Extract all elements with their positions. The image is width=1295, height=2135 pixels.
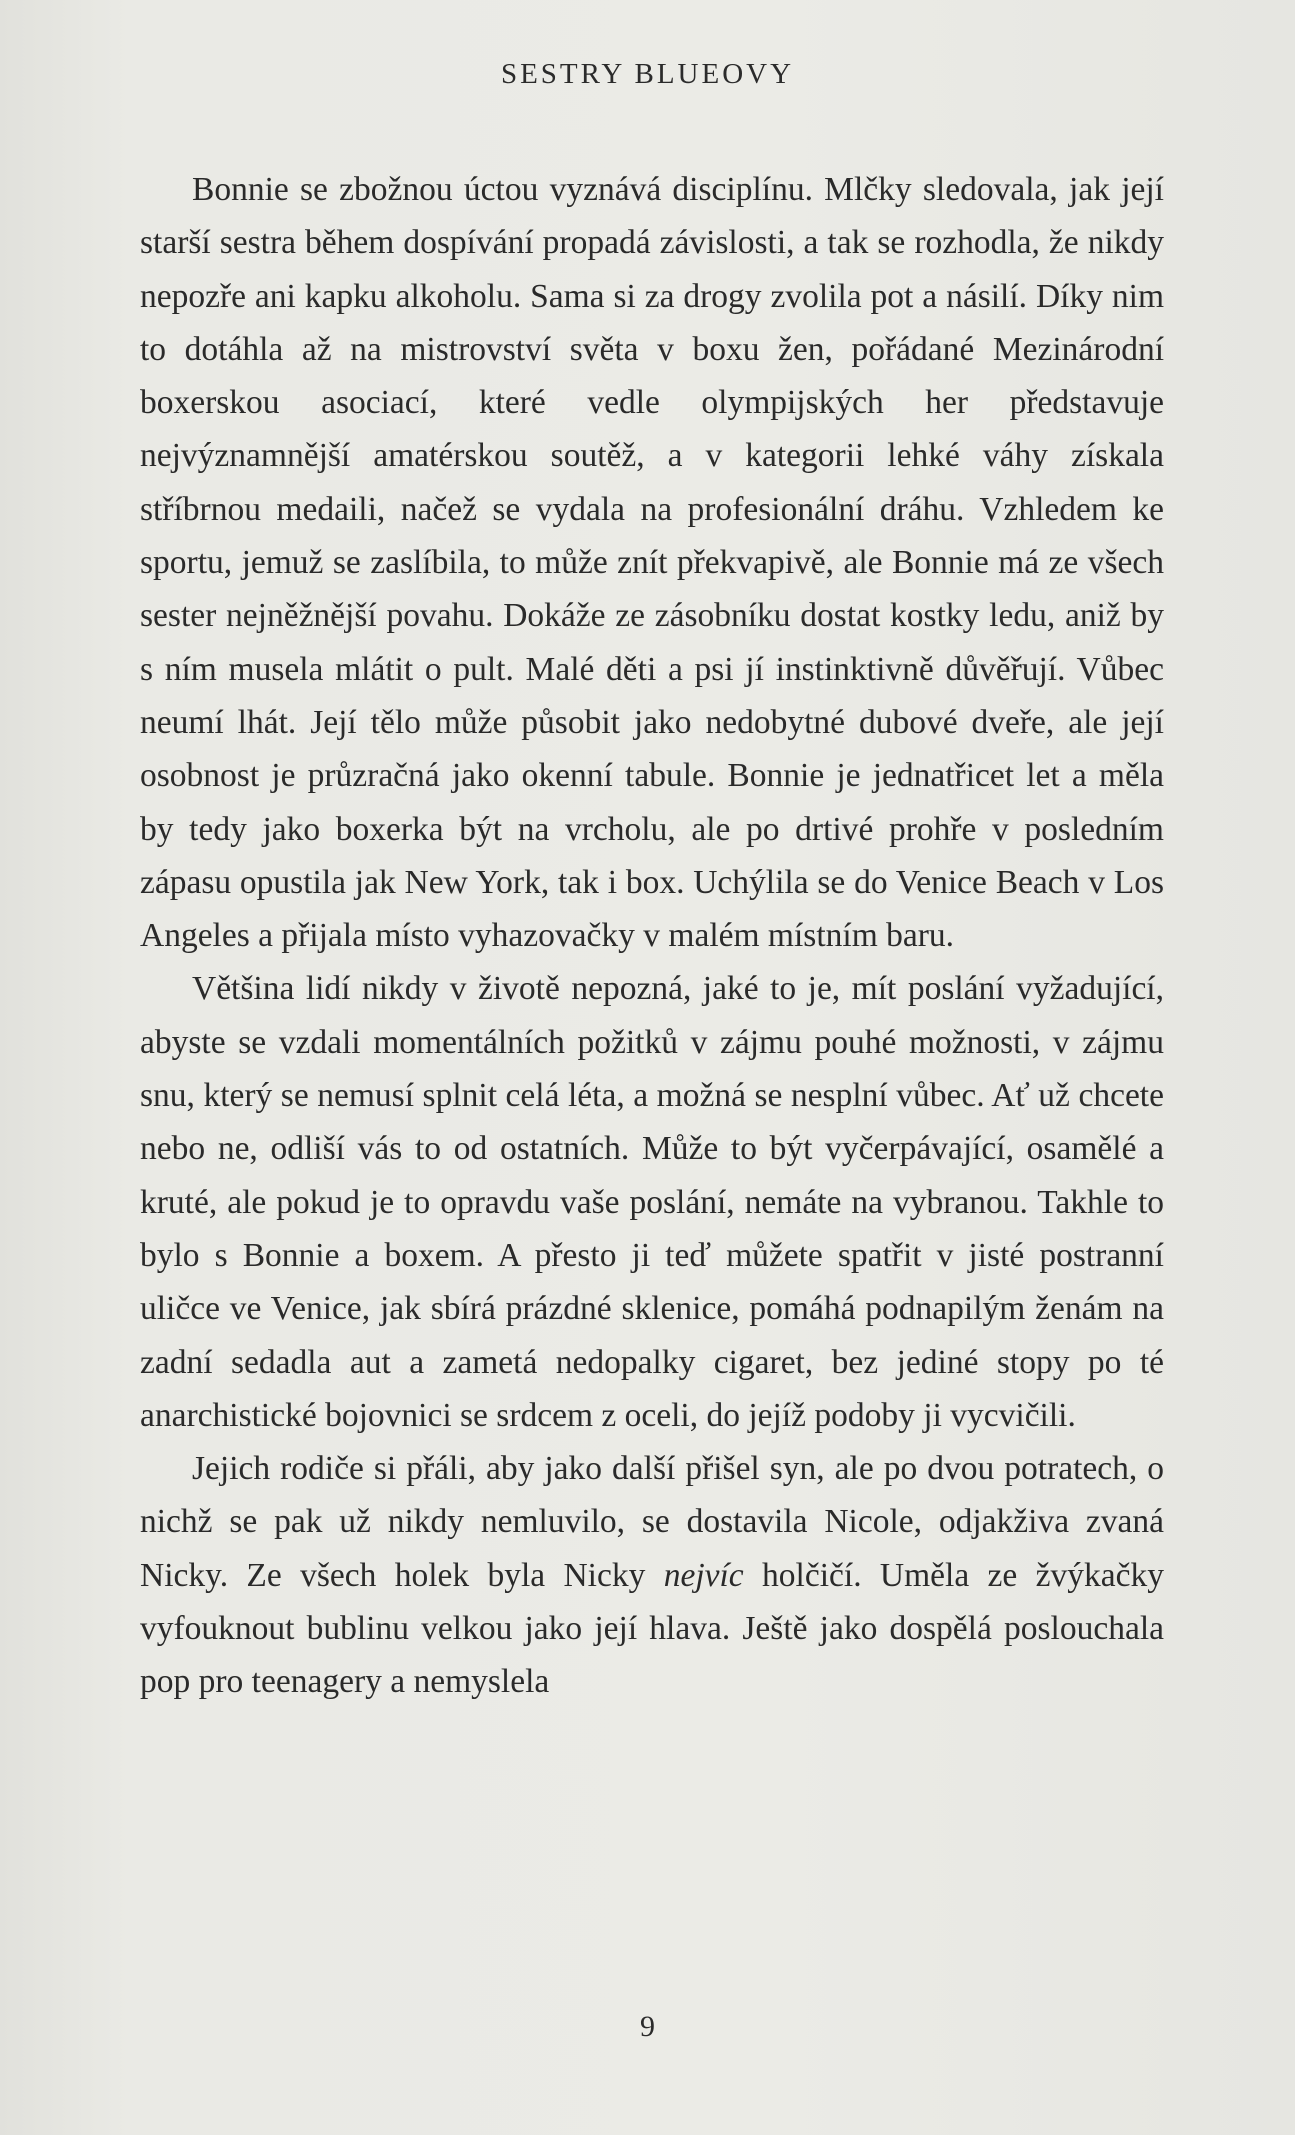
paragraph-3-text-start: Jejich rodiče si přáli, aby jako další přišel syn, ale po dvou potratech, o nichž se pak už nikdy nemluvilo, se dostavila Nicole, odjakživa zvaná Nicky. Ze všech holek byla Nicky [140, 1450, 1164, 1594]
running-header: SESTRY BLUEOVY [500, 58, 795, 90]
paragraph-1: Bonnie se zbožnou úctou vyznává disciplínu. Mlčky sledovala, jak její starší sestra během dospívání propadá závislosti, a tak se rozhodla, že nikdy nepozře ani kapku alkoholu. Sama si za drogy zvolila pot a násilí. Díky nim to dotáhla až na mistrovství světa v boxu žen, pořádané Mezinárodní boxerskou asociací, které vedle olympijských her představuje nejvýznamnější amatérskou soutěž, a v kategorii lehké váhy získala stříbrnou medaili, načež se vydala na profesionální dráhu. Vzhledem ke sportu, jemuž se zaslíbila, to může znít překvapivě, ale Bonnie má ze všech sester nejněžnější povahu. Dokáže ze zásobníku dostat kostky ledu, aniž by s ním musela mlátit o pult. Malé děti a psi jí instinktivně důvěřují. Vůbec neumí lhát. Její tělo může působit jako nedobytné dubové dveře, ale její osobnost je průzračná jako okenní tabule. Bonnie je jednatřicet let a měla by tedy jako boxerka být na vrcholu, ale po drtivé prohře v posledním zápasu opustila jak New York, tak i box. Uchýlila se do Venice Beach v Los Angeles a přijala místo vyhazovačky v malém místním baru. [140, 171, 1164, 955]
emphasis-word: nejvíc [663, 1556, 744, 1594]
body-text [140, 163, 1164, 1709]
paragraph-2: Většina lidí nikdy v životě nepozná, jaké to je, mít poslání vyžadující, abyste se vzdali momentálních požitků v zájmu pouhé možnosti, v zájmu snu, který se nemusí splnit celá léta, a možná se nesplní vůbec. Ať už chcete nebo ne, odliší vás to od ostatních. Může to být vyčerpávající, osamělé a kruté, ale pokud je to opravdu vaše poslání, nemáte na vybranou. Takhle to bylo s Bonnie a boxem. A přesto ji teď můžete spatřit v jisté postranní uličce ve Venice, jak sbírá prázdné sklenice, pomáhá podnapilým ženám na zadní sedadla aut a zametá nedopalky cigaret, bez jediné stopy po té anarchistické bojovnici se srdcem z oceli, do jejíž podoby ji vycvičili. [140, 970, 1164, 1434]
paragraph-3-text-end: holčičí. Uměla ze žvýkačky vyfouknout bublinu velkou jako její hlava. Ještě jako dospělá poslouchala pop pro teenagery a nemyslela [140, 1556, 1164, 1701]
paragraph-3 [140, 1442, 1164, 1708]
page-number: 9 [640, 2010, 655, 2043]
